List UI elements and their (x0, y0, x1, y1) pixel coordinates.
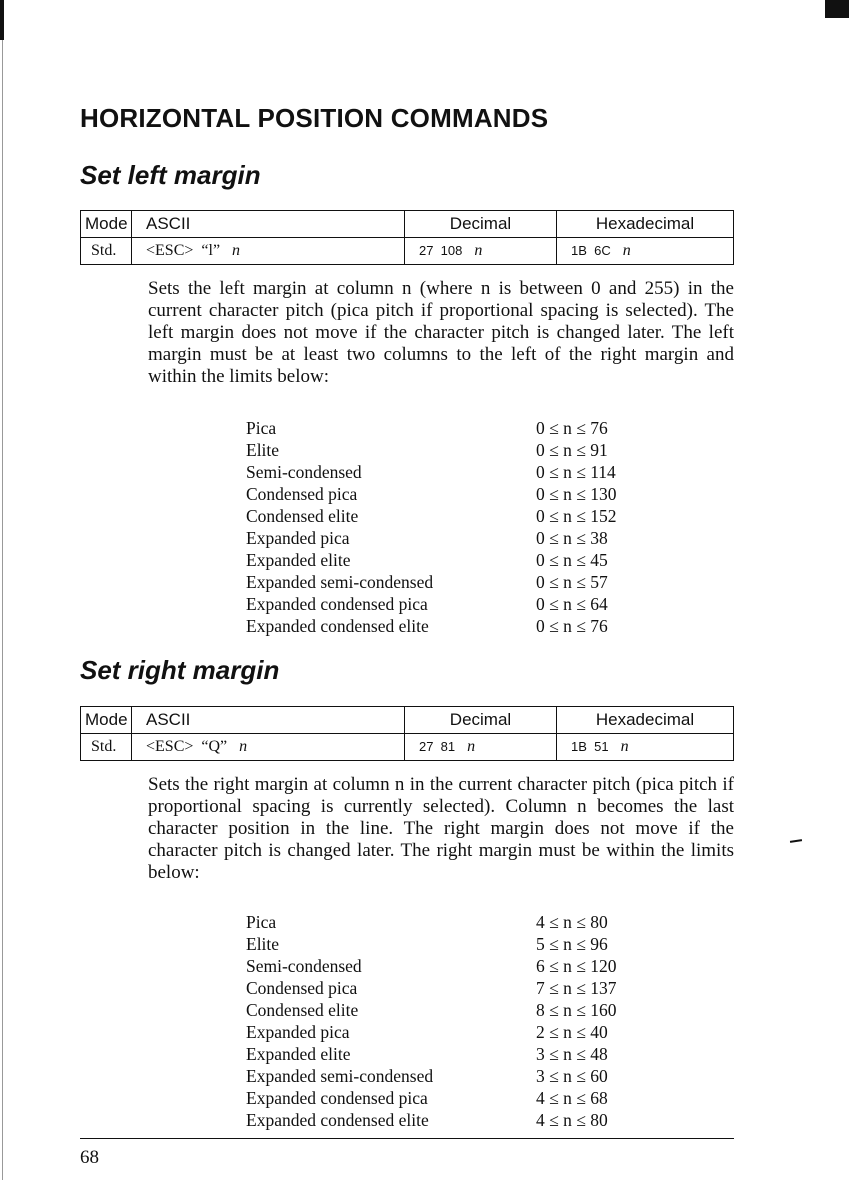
limit-pitch: Condensed pica (246, 484, 358, 504)
header-decimal: Decimal (405, 707, 557, 734)
limit-pitch: Expanded condensed pica (246, 1088, 428, 1108)
limit-row (246, 977, 666, 999)
page-number: 68 (80, 1147, 99, 1168)
limit-range: 0 ≤ n ≤ 64 (536, 594, 608, 614)
limit-pitch: Expanded pica (246, 528, 350, 548)
limit-pitch: Elite (246, 934, 280, 954)
limit-range: 6 ≤ n ≤ 120 (536, 956, 617, 976)
right-margin-title: Set right margin (80, 655, 280, 685)
left-margin-description: Sets the left margin at column n (where n is between 0 and 255) in the current character pitch (pica pitch if proportional spacing is selected). The left margin does not move if the character pitch is changed later. The left margin must be at least two columns to the left of the right margin and within the limits below: (148, 278, 734, 387)
cell-decimal (405, 238, 557, 265)
left-margin-limits (246, 417, 666, 637)
header-ascii: ASCII (132, 707, 405, 734)
hex-codes: 1B 6C (571, 243, 611, 258)
table-header-row (81, 211, 734, 238)
limit-pitch: Expanded condensed elite (246, 1110, 429, 1130)
param-n: n (474, 242, 483, 259)
limit-pitch: Semi-condensed (246, 956, 362, 976)
limit-range: 0 ≤ n ≤ 152 (536, 506, 617, 526)
limit-range: 0 ≤ n ≤ 38 (536, 528, 608, 548)
left-margin-command-table (80, 210, 734, 265)
cell-ascii (132, 238, 405, 265)
limit-range: 4 ≤ n ≤ 80 (536, 912, 608, 932)
limit-pitch: Semi-condensed (246, 462, 362, 482)
limit-pitch: Expanded pica (246, 1022, 350, 1042)
cell-mode: Std. (81, 734, 132, 761)
limit-range: 0 ≤ n ≤ 130 (536, 484, 617, 504)
header-decimal: Decimal (405, 211, 557, 238)
right-margin-limits (246, 911, 666, 1131)
limit-row (246, 549, 666, 571)
table-row (81, 238, 734, 265)
header-mode: Mode (81, 211, 132, 238)
corner-mark-right (825, 0, 849, 18)
limit-pitch: Pica (246, 418, 277, 438)
limit-row (246, 505, 666, 527)
decimal-codes: 27 108 (419, 243, 463, 258)
limit-row (246, 933, 666, 955)
limit-range: 3 ≤ n ≤ 48 (536, 1044, 608, 1064)
limit-range: 0 ≤ n ≤ 91 (536, 440, 608, 460)
section-heading: HORIZONTAL POSITION COMMANDS (80, 103, 549, 133)
right-margin-description: Sets the right margin at column n in the current character pitch (pica pitch if proportional spacing is currently selected). Column n becomes the last character position in the line. The right margin does not move if the character pitch is changed later. The right margin must be within the limits below: (148, 774, 734, 883)
limit-row (246, 615, 666, 637)
right-margin-command-table (80, 706, 734, 761)
limit-row (246, 1043, 666, 1065)
cell-decimal (405, 734, 557, 761)
cell-mode: Std. (81, 238, 132, 265)
header-hexadecimal: Hexadecimal (557, 707, 734, 734)
limit-range: 3 ≤ n ≤ 60 (536, 1066, 608, 1086)
header-ascii: ASCII (132, 211, 405, 238)
limit-range: 2 ≤ n ≤ 40 (536, 1022, 608, 1042)
limit-pitch: Expanded elite (246, 550, 351, 570)
limit-row (246, 1065, 666, 1087)
limit-row (246, 1109, 666, 1131)
limit-range: 0 ≤ n ≤ 45 (536, 550, 608, 570)
limit-pitch: Expanded semi-condensed (246, 1066, 434, 1086)
limit-range: 5 ≤ n ≤ 96 (536, 934, 608, 954)
param-n: n (239, 738, 248, 755)
limit-row (246, 593, 666, 615)
limit-range: 8 ≤ n ≤ 160 (536, 1000, 617, 1020)
limit-row (246, 1021, 666, 1043)
cell-hexadecimal (557, 238, 734, 265)
limit-row (246, 527, 666, 549)
limit-row (246, 417, 666, 439)
limit-pitch: Expanded condensed pica (246, 594, 428, 614)
ascii-codes: <ESC> “l” (146, 242, 221, 259)
limit-row (246, 999, 666, 1021)
margin-mark (790, 839, 802, 843)
header-hexadecimal: Hexadecimal (557, 211, 734, 238)
limit-pitch: Expanded semi-condensed (246, 572, 434, 592)
limit-range: 4 ≤ n ≤ 68 (536, 1088, 608, 1108)
limit-pitch: Expanded condensed elite (246, 616, 429, 636)
decimal-codes: 27 81 (419, 739, 456, 754)
limit-pitch: Pica (246, 912, 277, 932)
limit-row (246, 911, 666, 933)
ascii-codes: <ESC> “Q” (146, 738, 228, 755)
table-row (81, 734, 734, 761)
cell-hexadecimal (557, 734, 734, 761)
limit-range: 0 ≤ n ≤ 76 (536, 616, 608, 636)
limit-row (246, 1087, 666, 1109)
param-n: n (467, 738, 476, 755)
limit-range: 0 ≤ n ≤ 114 (536, 462, 616, 482)
limit-range: 4 ≤ n ≤ 80 (536, 1110, 608, 1130)
binding-edge (2, 20, 3, 1180)
header-mode: Mode (81, 707, 132, 734)
footer-rule (80, 1138, 734, 1139)
limit-pitch: Condensed elite (246, 1000, 359, 1020)
param-n: n (622, 242, 631, 259)
param-n: n (232, 242, 241, 259)
cell-ascii (132, 734, 405, 761)
limit-range: 0 ≤ n ≤ 76 (536, 418, 608, 438)
limit-row (246, 461, 666, 483)
limit-range: 0 ≤ n ≤ 57 (536, 572, 608, 592)
left-margin-title: Set left margin (80, 160, 261, 190)
hex-codes: 1B 51 (571, 739, 609, 754)
limit-row (246, 955, 666, 977)
limit-row (246, 483, 666, 505)
limit-pitch: Expanded elite (246, 1044, 351, 1064)
limit-row (246, 571, 666, 593)
limit-range: 7 ≤ n ≤ 137 (536, 978, 617, 998)
param-n: n (620, 738, 629, 755)
limit-pitch: Condensed pica (246, 978, 358, 998)
limit-row (246, 439, 666, 461)
corner-mark-left (0, 0, 4, 40)
table-header-row (81, 707, 734, 734)
limit-pitch: Elite (246, 440, 280, 460)
limit-pitch: Condensed elite (246, 506, 359, 526)
